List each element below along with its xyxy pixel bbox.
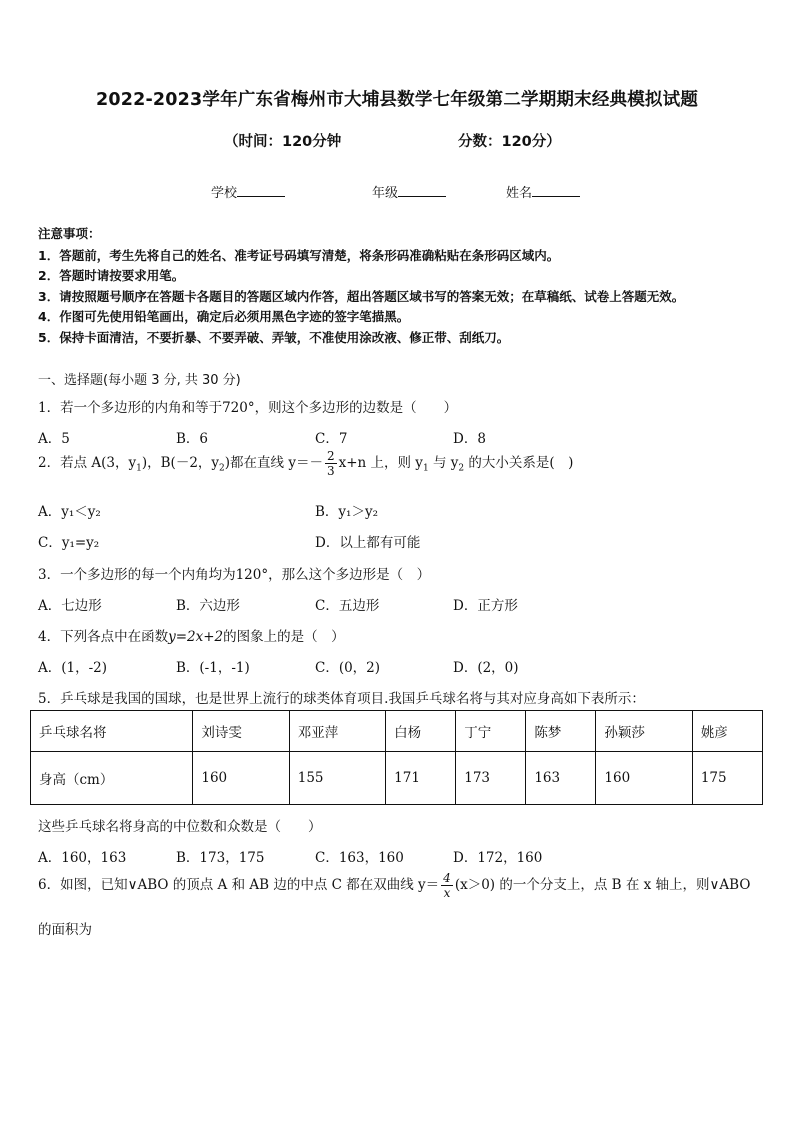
- table-cell: 173: [456, 752, 526, 805]
- notice-item: 5．保持卡面清洁，不要折暴、不要弄破、弄皱，不准使用涂改液、修正带、刮纸刀。: [38, 330, 510, 345]
- q5-option-d: D．172，160: [453, 850, 543, 866]
- notice-item: 1．答题前，考生先将自己的姓名、准考证号码填写清楚，将条形码准确粘贴在条形码区域内。: [38, 248, 560, 263]
- q5-option-c: C．163，160: [315, 850, 404, 866]
- q5-question: 这些乒乓球名将身高的中位数和众数是（ ）: [38, 819, 322, 835]
- height-table: [30, 710, 763, 805]
- exam-time: （时间：120分钟: [224, 134, 342, 150]
- fraction: $\frac{2}{3}$: [326, 449, 335, 478]
- q2-option-a: A．y₁＜y₂: [38, 504, 101, 520]
- school-field: [211, 182, 285, 201]
- notice-item: 4．作图可先使用铅笔画出，确定后必须用黑色字迹的签字笔描黑。: [38, 309, 410, 324]
- formula: y=2x+2: [168, 629, 224, 645]
- q2-option-d: D．以上都有可能: [315, 535, 421, 551]
- q5-option-a: A．160，163: [38, 850, 127, 866]
- q4-option-d: D．(2，0): [453, 660, 519, 676]
- table-cell: 刘诗雯: [193, 711, 289, 752]
- grade-label: 年级: [372, 186, 399, 201]
- table-cell: 孙颖莎: [596, 711, 692, 752]
- table-cell: 陈梦: [526, 711, 596, 752]
- q3-option-d: D．正方形: [453, 598, 518, 614]
- q2-option-c: C．y₁=y₂: [38, 535, 100, 551]
- q3-stem: 3．一个多边形的每一个内角均为120°，那么这个多边形是（ ）: [38, 567, 431, 583]
- grade-field: [372, 182, 446, 201]
- q4-option-c: C．(0，2): [315, 660, 381, 676]
- grade-blank[interactable]: [398, 184, 446, 197]
- table-cell: 155: [289, 752, 385, 805]
- table-cell: 丁宁: [456, 711, 526, 752]
- q4-option-b: B．(-1，-1): [176, 660, 250, 676]
- q2-option-b: B．y₁＞y₂: [315, 504, 378, 520]
- notice-item: 2．答题时请按要求用笔。: [38, 268, 185, 283]
- q1-option-d: D．8: [453, 431, 486, 447]
- notice-item: 3．请按照题号顺序在答题卡各题目的答题区域内作答，超出答题区域书写的答案无效；在草稿纸、试卷上答题无效。: [38, 289, 685, 304]
- exam-score: 分数：120分）: [458, 134, 561, 150]
- table-row: [31, 752, 763, 805]
- q5-option-b: B．173，175: [176, 850, 265, 866]
- table-cell: 白杨: [386, 711, 456, 752]
- q4-stem: 4．下列各点中在函数y=2x+2的图象上的是（ ）: [38, 629, 345, 645]
- q6-stem: 6．如图，已知∨ABO 的顶点 A 和 AB 边的中点 C 都在双曲线 y＝ $\frac{4}{x}$ (x＞0) 的一个分支上，点 B 在 x 轴上，则∨ABO: [38, 871, 751, 900]
- q4-option-a: A．(1，-2): [38, 660, 108, 676]
- q3-option-c: C．五边形: [315, 598, 380, 614]
- q1-option-b: B．6: [176, 431, 209, 447]
- q1-option-c: C．7: [315, 431, 348, 447]
- q2-stem: 2．若点 A(3，$y_1$)，B(－2，$y_2$)都在直线 y＝－ $\frac{2}{3}$ x+n 上，则 $y_1$ 与 $y_2$ 的大小关系是( ): [38, 449, 574, 478]
- school-blank[interactable]: [237, 184, 285, 197]
- notice-heading: 注意事项：: [38, 226, 101, 241]
- table-cell: 163: [526, 752, 596, 805]
- table-row: [31, 711, 763, 752]
- table-cell: 175: [692, 752, 762, 805]
- table-cell: 邓亚萍: [289, 711, 385, 752]
- table-cell: 乒乓球名将: [31, 711, 193, 752]
- q6-stem-cont: 的面积为: [38, 922, 92, 938]
- q1-stem: 1．若一个多边形的内角和等于720°，则这个多边形的边数是（ ）: [38, 400, 458, 416]
- q5-stem: 5．乒乓球是我国的国球，也是世界上流行的球类体育项目.我国乒乓球名将与其对应身高如下表所示：: [38, 691, 645, 707]
- table-cell: 160: [193, 752, 289, 805]
- school-label: 学校: [211, 186, 238, 201]
- name-field: [506, 182, 580, 201]
- page-title: 2022-2023学年广东省梅州市大埔县数学七年级第二学期期末经典模拟试题: [95, 90, 699, 110]
- name-blank[interactable]: [532, 184, 580, 197]
- table-cell: 160: [596, 752, 692, 805]
- table-cell: 171: [386, 752, 456, 805]
- section-heading: 一、选择题(每小题 3 分, 共 30 分): [38, 373, 241, 388]
- fraction: $\frac{4}{x}$: [443, 871, 451, 900]
- name-label: 姓名: [506, 186, 533, 201]
- table-cell: 身高（cm）: [31, 752, 193, 805]
- table-cell: 姚彦: [692, 711, 762, 752]
- q3-option-b: B．六边形: [176, 598, 240, 614]
- q1-option-a: A．5: [38, 431, 70, 447]
- q3-option-a: A．七边形: [38, 598, 102, 614]
